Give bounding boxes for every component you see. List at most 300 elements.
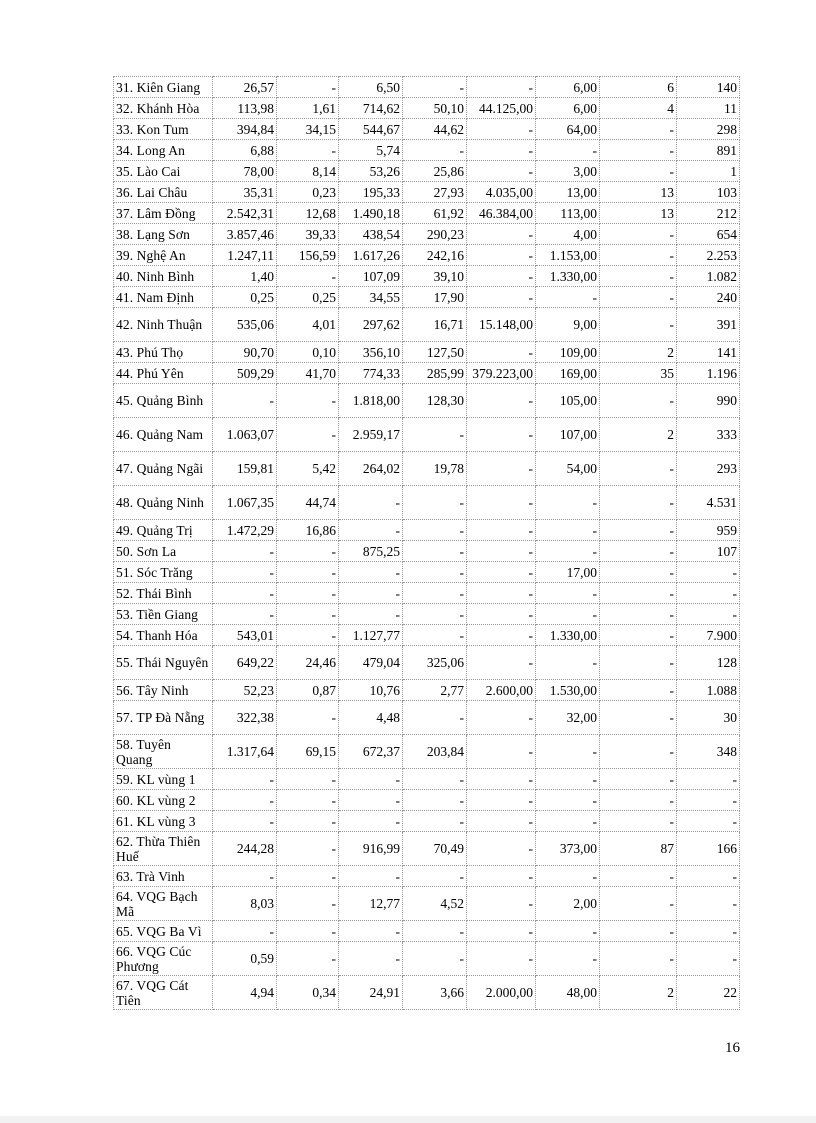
value-cell: 16,71 xyxy=(403,308,467,342)
value-cell: - xyxy=(467,866,536,887)
value-cell: 41,70 xyxy=(277,363,339,384)
value-cell: 1,40 xyxy=(213,266,277,287)
value-cell: 285,99 xyxy=(403,363,467,384)
value-cell: 649,22 xyxy=(213,646,277,680)
value-cell: 6,50 xyxy=(339,77,403,98)
value-cell: 5,42 xyxy=(277,452,339,486)
value-cell: 293 xyxy=(677,452,740,486)
value-cell: 2.253 xyxy=(677,245,740,266)
value-cell: 15.148,00 xyxy=(467,308,536,342)
table-body xyxy=(114,77,740,1010)
province-name-cell: 59. KL vùng 1 xyxy=(114,769,213,790)
province-name-cell: 35. Lào Cai xyxy=(114,161,213,182)
value-cell: 240 xyxy=(677,287,740,308)
value-cell: - xyxy=(339,811,403,832)
value-cell: - xyxy=(277,77,339,98)
value-cell: 9,00 xyxy=(536,308,600,342)
value-cell: - xyxy=(213,384,277,418)
value-cell: 0,10 xyxy=(277,342,339,363)
value-cell: 34,55 xyxy=(339,287,403,308)
value-cell: 373,00 xyxy=(536,832,600,866)
value-cell: - xyxy=(467,942,536,976)
value-cell: - xyxy=(339,769,403,790)
province-name-cell: 47. Quảng Ngãi xyxy=(114,452,213,486)
value-cell: 26,57 xyxy=(213,77,277,98)
province-name-cell: 61. KL vùng 3 xyxy=(114,811,213,832)
value-cell: - xyxy=(600,790,677,811)
province-name-cell: 34. Long An xyxy=(114,140,213,161)
table-row xyxy=(114,384,740,418)
value-cell: - xyxy=(536,287,600,308)
value-cell: 35,31 xyxy=(213,182,277,203)
value-cell: 128,30 xyxy=(403,384,467,418)
province-name-cell: 57. TP Đà Nẵng xyxy=(114,701,213,735)
value-cell: - xyxy=(677,942,740,976)
province-name-cell: 39. Nghệ An xyxy=(114,245,213,266)
value-cell: - xyxy=(467,418,536,452)
value-cell: 17,90 xyxy=(403,287,467,308)
table-row xyxy=(114,224,740,245)
value-cell: 4,48 xyxy=(339,701,403,735)
value-cell: 297,62 xyxy=(339,308,403,342)
value-cell: 1.317,64 xyxy=(213,735,277,769)
value-cell: - xyxy=(403,625,467,646)
value-cell: - xyxy=(403,811,467,832)
value-cell: - xyxy=(536,140,600,161)
value-cell: 159,81 xyxy=(213,452,277,486)
table-row xyxy=(114,342,740,363)
value-cell: 6 xyxy=(600,77,677,98)
value-cell: - xyxy=(277,604,339,625)
value-cell: - xyxy=(677,811,740,832)
value-cell: - xyxy=(600,287,677,308)
table-row xyxy=(114,308,740,342)
value-cell: 714,62 xyxy=(339,98,403,119)
value-cell: 5,74 xyxy=(339,140,403,161)
value-cell: - xyxy=(339,942,403,976)
table-row xyxy=(114,140,740,161)
value-cell: - xyxy=(536,486,600,520)
table-row xyxy=(114,161,740,182)
table-row xyxy=(114,119,740,140)
value-cell: 6,88 xyxy=(213,140,277,161)
value-cell: 44,74 xyxy=(277,486,339,520)
value-cell: 4,94 xyxy=(213,976,277,1010)
value-cell: 4.531 xyxy=(677,486,740,520)
value-cell: 13 xyxy=(600,203,677,224)
value-cell: 16,86 xyxy=(277,520,339,541)
value-cell: 52,23 xyxy=(213,680,277,701)
value-cell: 12,68 xyxy=(277,203,339,224)
value-cell: - xyxy=(467,646,536,680)
value-cell: 13 xyxy=(600,182,677,203)
value-cell: 244,28 xyxy=(213,832,277,866)
table-row xyxy=(114,452,740,486)
value-cell: - xyxy=(277,701,339,735)
value-cell: - xyxy=(213,866,277,887)
value-cell: 103 xyxy=(677,182,740,203)
province-name-cell: 62. Thừa Thiên Huế xyxy=(114,832,213,866)
value-cell: 348 xyxy=(677,735,740,769)
table-row xyxy=(114,562,740,583)
value-cell: 39,33 xyxy=(277,224,339,245)
province-name-cell: 43. Phú Thọ xyxy=(114,342,213,363)
value-cell: 2.542,31 xyxy=(213,203,277,224)
value-cell: 322,38 xyxy=(213,701,277,735)
value-cell: - xyxy=(213,562,277,583)
value-cell: - xyxy=(467,921,536,942)
table-row xyxy=(114,541,740,562)
value-cell: 141 xyxy=(677,342,740,363)
table-row xyxy=(114,182,740,203)
page-bottom-edge xyxy=(0,1116,816,1123)
value-cell: - xyxy=(339,604,403,625)
value-cell: - xyxy=(467,811,536,832)
value-cell: - xyxy=(600,646,677,680)
value-cell: - xyxy=(277,832,339,866)
value-cell: 10,76 xyxy=(339,680,403,701)
value-cell: 44,62 xyxy=(403,119,467,140)
value-cell: 1.490,18 xyxy=(339,203,403,224)
statistics-table xyxy=(113,76,740,1010)
table-row xyxy=(114,701,740,735)
value-cell: - xyxy=(677,887,740,921)
province-name-cell: 66. VQG Cúc Phương xyxy=(114,942,213,976)
value-cell: - xyxy=(213,790,277,811)
value-cell: - xyxy=(277,266,339,287)
value-cell: 1.330,00 xyxy=(536,266,600,287)
value-cell: 654 xyxy=(677,224,740,245)
value-cell: 6,00 xyxy=(536,77,600,98)
value-cell: - xyxy=(536,646,600,680)
value-cell: - xyxy=(403,541,467,562)
value-cell: 394,84 xyxy=(213,119,277,140)
value-cell: - xyxy=(600,701,677,735)
value-cell: - xyxy=(277,583,339,604)
value-cell: - xyxy=(600,119,677,140)
value-cell: - xyxy=(536,583,600,604)
value-cell: 1.472,29 xyxy=(213,520,277,541)
value-cell: - xyxy=(277,866,339,887)
value-cell: 212 xyxy=(677,203,740,224)
value-cell: - xyxy=(536,811,600,832)
province-name-cell: 67. VQG Cát Tiên xyxy=(114,976,213,1010)
value-cell: - xyxy=(339,562,403,583)
value-cell: 27,93 xyxy=(403,182,467,203)
value-cell: - xyxy=(277,921,339,942)
value-cell: 2 xyxy=(600,976,677,1010)
value-cell: 156,59 xyxy=(277,245,339,266)
value-cell: - xyxy=(600,245,677,266)
value-cell: - xyxy=(600,140,677,161)
province-name-cell: 45. Quảng Bình xyxy=(114,384,213,418)
value-cell: 1.530,00 xyxy=(536,680,600,701)
province-name-cell: 54. Thanh Hóa xyxy=(114,625,213,646)
value-cell: 105,00 xyxy=(536,384,600,418)
value-cell: - xyxy=(600,266,677,287)
table-row xyxy=(114,520,740,541)
value-cell: 11 xyxy=(677,98,740,119)
value-cell: - xyxy=(277,140,339,161)
value-cell: - xyxy=(600,583,677,604)
province-name-cell: 36. Lai Châu xyxy=(114,182,213,203)
value-cell: - xyxy=(600,769,677,790)
value-cell: 0,25 xyxy=(213,287,277,308)
province-name-cell: 41. Nam Định xyxy=(114,287,213,308)
value-cell: 438,54 xyxy=(339,224,403,245)
province-name-cell: 33. Kon Tum xyxy=(114,119,213,140)
value-cell: - xyxy=(403,140,467,161)
province-name-cell: 58. Tuyên Quang xyxy=(114,735,213,769)
value-cell: - xyxy=(403,769,467,790)
value-cell: - xyxy=(536,520,600,541)
value-cell: 22 xyxy=(677,976,740,1010)
value-cell: - xyxy=(677,769,740,790)
value-cell: - xyxy=(467,77,536,98)
province-name-cell: 37. Lâm Đồng xyxy=(114,203,213,224)
value-cell: 479,04 xyxy=(339,646,403,680)
value-cell: - xyxy=(600,604,677,625)
value-cell: - xyxy=(277,942,339,976)
value-cell: - xyxy=(536,541,600,562)
province-name-cell: 65. VQG Ba Vì xyxy=(114,921,213,942)
value-cell: 333 xyxy=(677,418,740,452)
value-cell: - xyxy=(467,735,536,769)
province-name-cell: 44. Phú Yên xyxy=(114,363,213,384)
value-cell: 0,59 xyxy=(213,942,277,976)
value-cell: 290,23 xyxy=(403,224,467,245)
value-cell: 1.067,35 xyxy=(213,486,277,520)
value-cell: 2,00 xyxy=(536,887,600,921)
value-cell: - xyxy=(600,541,677,562)
value-cell: 70,49 xyxy=(403,832,467,866)
value-cell: - xyxy=(467,266,536,287)
value-cell: - xyxy=(213,541,277,562)
value-cell: 544,67 xyxy=(339,119,403,140)
value-cell: - xyxy=(600,866,677,887)
table-row xyxy=(114,604,740,625)
province-name-cell: 49. Quảng Trị xyxy=(114,520,213,541)
value-cell: 298 xyxy=(677,119,740,140)
value-cell: - xyxy=(677,790,740,811)
value-cell: 35 xyxy=(600,363,677,384)
table-row xyxy=(114,942,740,976)
value-cell: 0,25 xyxy=(277,287,339,308)
table-row xyxy=(114,646,740,680)
value-cell: - xyxy=(677,562,740,583)
value-cell: 8,14 xyxy=(277,161,339,182)
value-cell: - xyxy=(600,887,677,921)
value-cell: - xyxy=(600,735,677,769)
value-cell: - xyxy=(600,224,677,245)
value-cell: 0,34 xyxy=(277,976,339,1010)
table-row xyxy=(114,203,740,224)
value-cell: - xyxy=(467,119,536,140)
value-cell: - xyxy=(536,790,600,811)
value-cell: 959 xyxy=(677,520,740,541)
value-cell: - xyxy=(403,77,467,98)
value-cell: - xyxy=(677,921,740,942)
value-cell: - xyxy=(403,921,467,942)
value-cell: - xyxy=(277,384,339,418)
table-row xyxy=(114,769,740,790)
province-name-cell: 31. Kiên Giang xyxy=(114,77,213,98)
table-row xyxy=(114,245,740,266)
value-cell: - xyxy=(467,520,536,541)
value-cell: - xyxy=(277,887,339,921)
province-name-cell: 55. Thái Nguyên xyxy=(114,646,213,680)
value-cell: 64,00 xyxy=(536,119,600,140)
value-cell: - xyxy=(536,921,600,942)
value-cell: 78,00 xyxy=(213,161,277,182)
value-cell: 2.600,00 xyxy=(467,680,536,701)
value-cell: 990 xyxy=(677,384,740,418)
value-cell: 53,26 xyxy=(339,161,403,182)
value-cell: 17,00 xyxy=(536,562,600,583)
page-number: 16 xyxy=(725,1040,740,1056)
value-cell: - xyxy=(467,887,536,921)
table-row xyxy=(114,363,740,384)
value-cell: 107,09 xyxy=(339,266,403,287)
value-cell: - xyxy=(339,790,403,811)
value-cell: 242,16 xyxy=(403,245,467,266)
value-cell: - xyxy=(600,452,677,486)
value-cell: - xyxy=(600,921,677,942)
value-cell: - xyxy=(600,384,677,418)
value-cell: 3,00 xyxy=(536,161,600,182)
value-cell: 891 xyxy=(677,140,740,161)
value-cell: - xyxy=(677,866,740,887)
table-row xyxy=(114,790,740,811)
value-cell: - xyxy=(403,562,467,583)
value-cell: - xyxy=(403,866,467,887)
value-cell: 140 xyxy=(677,77,740,98)
value-cell: 875,25 xyxy=(339,541,403,562)
value-cell: - xyxy=(339,866,403,887)
value-cell: 3.857,46 xyxy=(213,224,277,245)
value-cell: - xyxy=(467,486,536,520)
value-cell: 0,23 xyxy=(277,182,339,203)
value-cell: 672,37 xyxy=(339,735,403,769)
value-cell: 13,00 xyxy=(536,182,600,203)
value-cell: 19,78 xyxy=(403,452,467,486)
value-cell: - xyxy=(467,384,536,418)
value-cell: 1.617,26 xyxy=(339,245,403,266)
value-cell: 1.818,00 xyxy=(339,384,403,418)
table-row xyxy=(114,266,740,287)
province-name-cell: 60. KL vùng 2 xyxy=(114,790,213,811)
province-name-cell: 38. Lạng Sơn xyxy=(114,224,213,245)
table-row xyxy=(114,887,740,921)
province-name-cell: 56. Tây Ninh xyxy=(114,680,213,701)
value-cell: 916,99 xyxy=(339,832,403,866)
value-cell: 4,52 xyxy=(403,887,467,921)
value-cell: - xyxy=(339,520,403,541)
value-cell: 264,02 xyxy=(339,452,403,486)
value-cell: 25,86 xyxy=(403,161,467,182)
value-cell: - xyxy=(467,769,536,790)
value-cell: - xyxy=(277,541,339,562)
value-cell: - xyxy=(467,562,536,583)
table-row xyxy=(114,680,740,701)
value-cell: 509,29 xyxy=(213,363,277,384)
value-cell: - xyxy=(536,942,600,976)
value-cell: - xyxy=(467,245,536,266)
value-cell: - xyxy=(677,583,740,604)
value-cell: 48,00 xyxy=(536,976,600,1010)
value-cell: 1.127,77 xyxy=(339,625,403,646)
table-row xyxy=(114,77,740,98)
value-cell: 543,01 xyxy=(213,625,277,646)
value-cell: 4 xyxy=(600,98,677,119)
value-cell: - xyxy=(403,418,467,452)
value-cell: - xyxy=(467,452,536,486)
value-cell: 87 xyxy=(600,832,677,866)
value-cell: - xyxy=(600,562,677,583)
value-cell: 61,92 xyxy=(403,203,467,224)
table-row xyxy=(114,976,740,1010)
table-row xyxy=(114,921,740,942)
value-cell: 4.035,00 xyxy=(467,182,536,203)
province-name-cell: 40. Ninh Bình xyxy=(114,266,213,287)
value-cell: - xyxy=(213,921,277,942)
value-cell: 1.247,11 xyxy=(213,245,277,266)
value-cell: 169,00 xyxy=(536,363,600,384)
value-cell: - xyxy=(677,604,740,625)
value-cell: 195,33 xyxy=(339,182,403,203)
value-cell: 44.125,00 xyxy=(467,98,536,119)
value-cell: 3,66 xyxy=(403,976,467,1010)
value-cell: 1.330,00 xyxy=(536,625,600,646)
value-cell: - xyxy=(467,342,536,363)
value-cell: - xyxy=(403,604,467,625)
table-row xyxy=(114,735,740,769)
value-cell: - xyxy=(536,769,600,790)
value-cell: 113,00 xyxy=(536,203,600,224)
value-cell: 0,87 xyxy=(277,680,339,701)
table-row xyxy=(114,866,740,887)
value-cell: - xyxy=(467,701,536,735)
value-cell: - xyxy=(600,942,677,976)
value-cell: 4,01 xyxy=(277,308,339,342)
value-cell: - xyxy=(467,140,536,161)
value-cell: 69,15 xyxy=(277,735,339,769)
province-name-cell: 32. Khánh Hòa xyxy=(114,98,213,119)
value-cell: 2.000,00 xyxy=(467,976,536,1010)
value-cell: - xyxy=(467,625,536,646)
value-cell: 1,61 xyxy=(277,98,339,119)
value-cell: 379.223,00 xyxy=(467,363,536,384)
value-cell: 166 xyxy=(677,832,740,866)
value-cell: - xyxy=(536,735,600,769)
value-cell: - xyxy=(277,625,339,646)
value-cell: 2.959,17 xyxy=(339,418,403,452)
province-name-cell: 64. VQG Bạch Mã xyxy=(114,887,213,921)
value-cell: - xyxy=(467,583,536,604)
value-cell: 39,10 xyxy=(403,266,467,287)
value-cell: - xyxy=(403,942,467,976)
value-cell: - xyxy=(467,287,536,308)
value-cell: 203,84 xyxy=(403,735,467,769)
value-cell: 24,46 xyxy=(277,646,339,680)
value-cell: - xyxy=(277,811,339,832)
value-cell: 1.082 xyxy=(677,266,740,287)
value-cell: - xyxy=(403,520,467,541)
value-cell: - xyxy=(277,790,339,811)
value-cell: 109,00 xyxy=(536,342,600,363)
table-row xyxy=(114,98,740,119)
province-name-cell: 42. Ninh Thuận xyxy=(114,308,213,342)
